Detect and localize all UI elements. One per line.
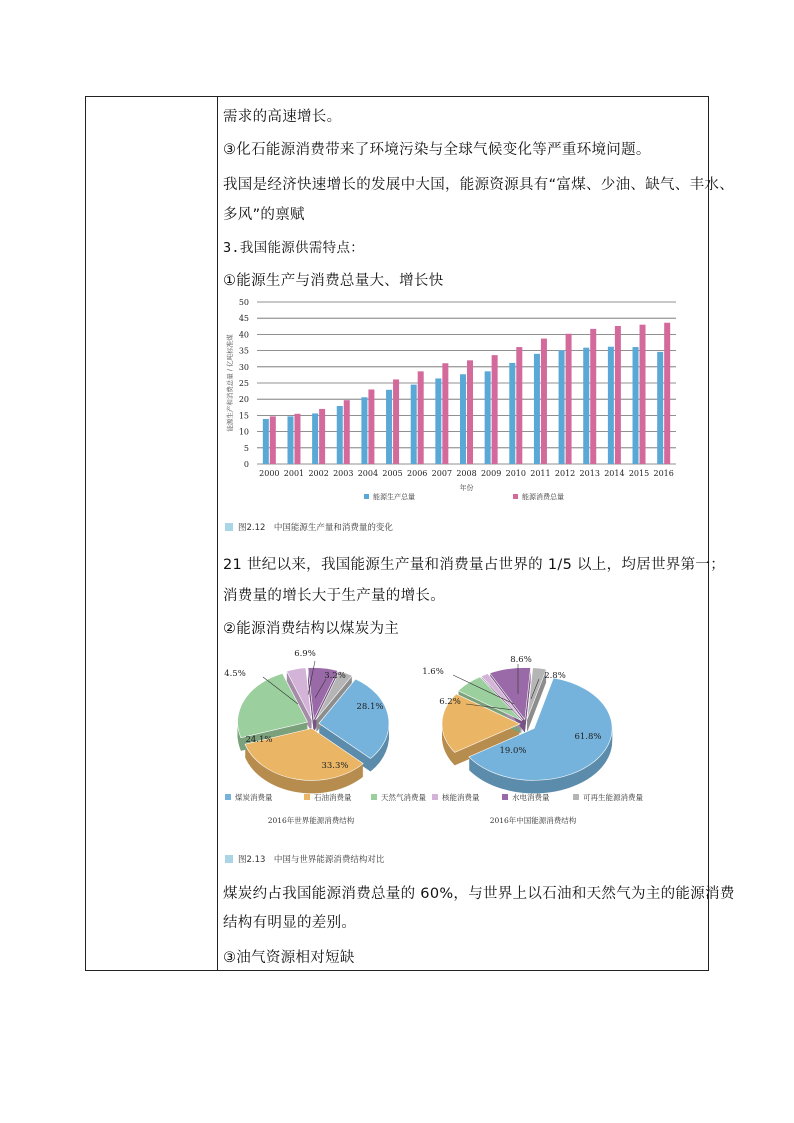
legend-label: 煤炭消费量 <box>235 793 273 802</box>
bar-production <box>608 347 614 464</box>
y-tick-label: 5 <box>243 443 249 453</box>
text-line: ②能源消费结构以煤炭为主 <box>223 621 400 637</box>
legend-label: 能源消费总量 <box>522 493 564 501</box>
figure-caption <box>225 853 384 865</box>
legend-swatch <box>573 794 579 800</box>
x-tick-label: 2005 <box>382 469 403 478</box>
text-line: 消费量的增长大于生产量的增长。 <box>223 588 445 604</box>
x-tick-label: 2016 <box>653 469 674 478</box>
bar-consumption <box>344 400 350 464</box>
text-line: ③油气资源相对短缺 <box>223 950 355 966</box>
legend-swatch <box>502 794 508 800</box>
bar-consumption <box>640 325 646 464</box>
legend-swatch <box>432 794 438 800</box>
x-tick-label: 2015 <box>628 469 650 478</box>
x-tick-label: 2009 <box>480 469 502 478</box>
legend-swatch <box>513 494 518 499</box>
slice-value-label: 6.2% <box>439 697 461 707</box>
slice-value-label: 3.2% <box>324 671 346 681</box>
text-line: 多风”的禀赋 <box>223 207 305 223</box>
bar-production <box>583 348 589 464</box>
x-tick-label: 2008 <box>456 469 477 478</box>
caption-text: 图2.13 中国与世界能源消费结构对比 <box>238 855 385 865</box>
bar-production <box>263 419 269 464</box>
pie-title: 2016年世界能源消费结构 <box>267 816 355 825</box>
legend-swatch <box>225 794 231 800</box>
slice-value-label: 1.6% <box>422 667 444 677</box>
text-line: ①能源生产与消费总量大、增长快 <box>223 273 444 289</box>
y-tick-label: 10 <box>238 427 249 437</box>
bar-production <box>435 378 441 464</box>
slice-value-label: 28.1% <box>356 702 384 712</box>
bar-consumption <box>590 329 596 464</box>
bar-consumption <box>294 414 300 464</box>
slice-value-label: 24.1% <box>245 735 273 745</box>
x-tick-label: 2000 <box>259 469 280 478</box>
legend-label: 水电消费量 <box>512 793 550 802</box>
legend-label: 可再生能源消费量 <box>583 793 643 802</box>
slice-value-label: 4.5% <box>224 669 246 679</box>
column-divider <box>217 97 218 970</box>
y-tick-label: 15 <box>238 411 249 421</box>
bar-consumption <box>541 339 547 464</box>
caption-marker <box>225 523 233 531</box>
pie-title: 2016年中国能源消费结构 <box>489 816 577 825</box>
x-tick-label: 2001 <box>283 469 305 478</box>
x-tick-label: 2007 <box>431 469 453 478</box>
x-tick-label: 2002 <box>308 469 329 478</box>
bar-production <box>509 363 515 464</box>
bar-consumption <box>664 323 670 464</box>
slice-value-label: 8.6% <box>510 655 532 665</box>
y-tick-label: 20 <box>238 395 249 405</box>
bar-consumption <box>368 389 374 464</box>
caption-marker <box>225 855 233 863</box>
y-tick-label: 35 <box>238 346 249 356</box>
legend-swatch <box>304 794 310 800</box>
y-tick-label: 25 <box>238 379 249 388</box>
x-tick-label: 2010 <box>505 469 526 478</box>
text-line: 需求的高速增长。 <box>223 109 342 125</box>
bar-production <box>460 374 466 464</box>
legend-label: 核能消费量 <box>442 793 480 802</box>
y-tick-label: 0 <box>243 460 249 469</box>
x-axis-label: 年份 <box>459 484 474 492</box>
bar-production <box>657 352 663 464</box>
bar-consumption <box>516 347 522 464</box>
slice-value-label: 6.9% <box>294 649 316 659</box>
energy-bar-chart <box>223 293 703 515</box>
bar-production <box>386 390 392 464</box>
table-frame <box>85 96 735 971</box>
bar-consumption <box>442 363 448 464</box>
bar-consumption <box>615 326 621 464</box>
x-tick-label: 2004 <box>357 469 379 478</box>
y-tick-label: 50 <box>238 298 249 307</box>
x-tick-label: 2013 <box>579 469 600 478</box>
x-tick-label: 2011 <box>530 469 551 478</box>
legend-label: 石油消费量 <box>314 793 352 802</box>
bar-consumption <box>270 416 276 464</box>
legend-label: 能源生产总量 <box>373 493 415 501</box>
slice-value-label: 19.0% <box>499 746 527 756</box>
x-tick-label: 2012 <box>554 469 576 478</box>
slice-value-label: 61.8% <box>574 732 602 742</box>
bar-production <box>534 354 540 464</box>
bar-consumption <box>467 360 473 464</box>
caption-text: 图2.12 中国能源生产量和消费量的变化 <box>238 523 393 533</box>
legend-swatch <box>364 494 369 499</box>
text-line: 煤炭约占我国能源消费总量的 60%，与世界上以石油和天然气为主的能源消费 <box>223 886 735 902</box>
bar-production <box>485 371 491 464</box>
legend-swatch <box>371 794 377 800</box>
bar-consumption <box>418 371 424 464</box>
bar-production <box>287 416 293 464</box>
y-tick-label: 40 <box>238 330 249 340</box>
bar-production <box>411 385 417 464</box>
text-line: 我国是经济快速增长的发展中大国，能源资源具有“富煤、少油、缺气、丰水、 <box>223 177 735 193</box>
bar-consumption <box>492 355 498 464</box>
x-tick-label: 2014 <box>604 469 625 478</box>
bar-production <box>361 397 367 464</box>
text-line: 结构有明显的差别。 <box>223 915 357 931</box>
energy-pie-charts <box>223 647 703 845</box>
x-tick-label: 2003 <box>333 469 354 478</box>
bar-production <box>337 406 343 464</box>
slice-value-label: 2.8% <box>544 671 566 681</box>
bar-consumption <box>393 379 399 464</box>
bar-production <box>633 347 639 464</box>
bar-production <box>312 413 318 464</box>
x-tick-label: 2006 <box>407 469 428 478</box>
section-heading: 3.我国能源供需特点： <box>223 240 365 256</box>
text-line: 21 世纪以来，我国能源生产量和消费量占世界的 1/5 以上，均居世界第一； <box>223 557 726 573</box>
y-axis-label: 能源生产和消费总量 / 亿吨标准煤 <box>226 334 234 432</box>
legend-label: 天然气消费量 <box>381 793 426 802</box>
bar-consumption <box>319 409 325 464</box>
y-tick-label: 30 <box>238 362 249 372</box>
y-tick-label: 45 <box>238 314 249 324</box>
figure-caption <box>225 521 393 533</box>
bar-consumption <box>566 334 572 464</box>
slice-value-label: 33.3% <box>321 761 349 771</box>
text-line: ③化石能源消费带来了环境污染与全球气候变化等严重环境问题。 <box>223 142 651 158</box>
bar-production <box>559 350 565 464</box>
